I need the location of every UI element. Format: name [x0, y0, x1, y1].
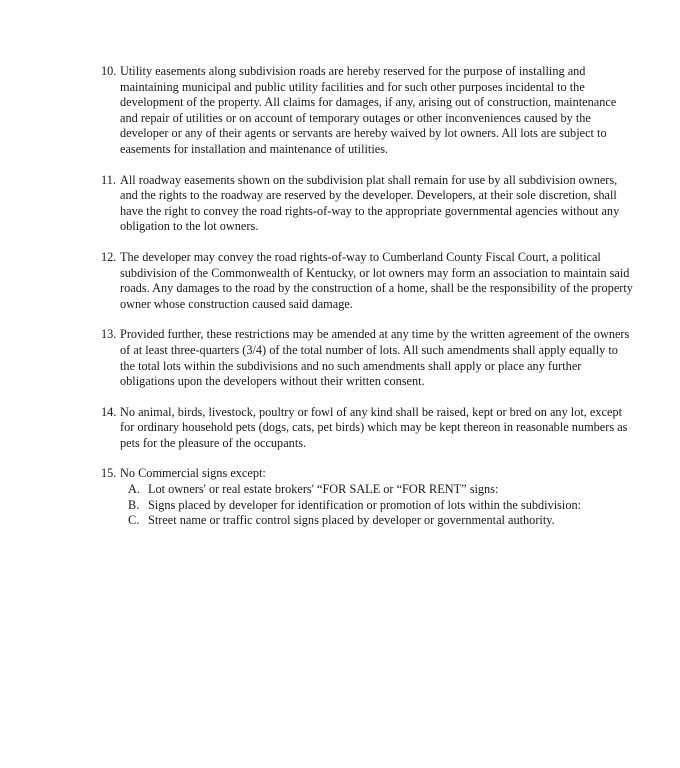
item-text: No Commercial signs except:: [120, 466, 266, 481]
sub-item-c: [128, 513, 633, 529]
item-number: 15.: [101, 466, 117, 481]
restrictions-list: [101, 64, 633, 529]
sign-exceptions-list: [120, 482, 633, 529]
sub-item-b: [128, 498, 633, 514]
item-text: All roadway easements shown on the subdivision plat shall remain for use by all subdivision owners, and the rights to the roadway are reserved by the developer. Developers, at their sole discretion, shall have the right to convey the road rights-of-way to the appropriate governmental agencies without any obligation to the lot owners.: [120, 172, 620, 234]
sub-item-a: [128, 482, 633, 498]
item-number: 10.: [101, 64, 117, 78]
sub-item-text: Lot owners' or real estate brokers' “FOR SALE or “FOR RENT” signs:: [148, 482, 499, 497]
sub-item-text: Street name or traffic control signs placed by developer or governmental authority.: [148, 513, 555, 528]
restriction-item-10: [101, 64, 633, 158]
restriction-item-13: [101, 327, 633, 389]
item-number: 12.: [101, 249, 117, 264]
sub-item-text: Signs placed by developer for identification or promotion of lots within the subdivision:: [148, 497, 582, 512]
item-number: 11.: [101, 172, 116, 187]
restriction-item-15: [101, 466, 633, 528]
restriction-item-12: [101, 250, 633, 312]
item-text: Utility easements along subdivision roads are hereby reserved for the purpose of installing and maintaining municipal and public utility facilities and for such other purposes incidental to the development of the property. All claims for damages, if any, arising out of construction, maintenance and repair of utilities or on account of temporary outages or other inconveniences caused by the developer or any of their agents or servants are hereby waived by lot owners. All lots are subject to easements for installation and maintenance of utilities.: [120, 64, 617, 156]
sub-item-letter: B.: [128, 497, 140, 512]
restriction-item-11: [101, 173, 633, 235]
sub-item-letter: C.: [128, 513, 140, 528]
item-text: No animal, birds, livestock, poultry or fowl of any kind shall be raised, kept or bred on any lot, except for ordinary household pets (dogs, cats, pet birds) which may be kept thereon in reasonable numbers as pets for the pleasure of the occupants.: [120, 404, 628, 450]
item-number: 13.: [101, 327, 117, 342]
item-number: 14.: [101, 404, 117, 419]
restriction-item-14: [101, 405, 633, 452]
item-text: The developer may convey the road rights-of-way to Cumberland County Fiscal Court, a political subdivision of the Commonwealth of Kentucky, or lot owners may form an association to maintain said roads. Any damages to the road by the construction of a home, shall be the responsibility of the property owner whose construction caused said damage.: [120, 249, 633, 311]
sub-item-letter: A.: [128, 482, 140, 497]
item-text: Provided further, these restrictions may be amended at any time by the written agreement of the owners of at least three-quarters (3/4) of the total number of lots. All such amendments shall apply equally to the total lots within the subdivisions and no such amendments shall apply or place any further obligations upon the developers without their written consent.: [120, 327, 630, 389]
